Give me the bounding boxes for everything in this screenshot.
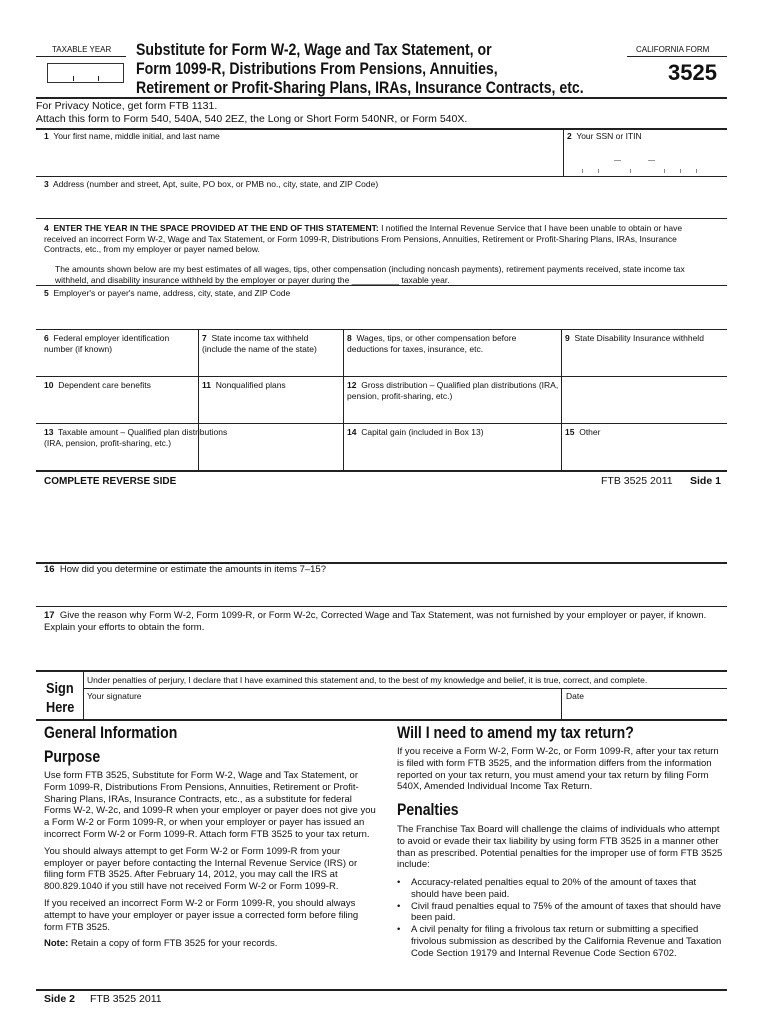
penalty-item: • Civil fraud penalties equal to 75% of the amount of taxes that should have been paid. xyxy=(397,900,722,924)
signature-field[interactable] xyxy=(87,702,557,717)
name-field[interactable] xyxy=(40,143,560,173)
field-2-label: 2 Your SSN or ITIN xyxy=(567,131,642,141)
attach-note: Attach this form to Form 540, 540A, 540 2EZ, the Long or Short Form 540NR, or Form 540X. xyxy=(36,113,468,125)
signature-label: Your signature xyxy=(87,691,142,701)
ssn-field[interactable] xyxy=(570,143,720,173)
nonqualified-input[interactable] xyxy=(202,400,340,420)
field-3-label: 3 Address (number and street, Apt, suite, PO box, or PMB no., city, state, and ZIP Code) xyxy=(44,179,379,189)
purpose-note: Note: Retain a copy of form FTB 3525 for your records. xyxy=(44,938,278,950)
other-input[interactable] xyxy=(565,448,723,468)
footer-side-2: Side 2 xyxy=(44,993,75,1005)
state-tax-input[interactable] xyxy=(202,356,340,374)
footer-side-1: Side 1 xyxy=(690,475,721,487)
taxable-year-box[interactable] xyxy=(47,63,124,83)
sign-here-label: Sign Here xyxy=(46,680,75,716)
taxable-year-label: TAXABLE YEAR xyxy=(52,45,112,54)
address-field[interactable] xyxy=(40,191,720,216)
purpose-paragraph-1: Use form FTB 3525, Substitute for Form W-2, Wage and Tax Statement, or Form 1099-R, Distributions From Pensions, Annuities, Retirement or Profit-Sharing Plans, IRAs, Insurance Contracts, etc., as a substitute for federal Forms W-2, W-2c, and 1099-R when your employer or payer does not give you a Form W-2 or Form 1099-R, or when your employer or payer has issued an incorrect Form W-2 or Form 1099-R. Attach form FTB 3525 to your tax return. xyxy=(44,770,376,840)
fein-input[interactable] xyxy=(40,356,194,374)
field-4-text-2: The amounts shown below are my best estimates of all wages, tips, other compensation (including noncash payments), retirement payments received, state income tax withheld, and disability insurance withheld by the employer or payer during the __________ taxable year. xyxy=(55,264,685,285)
form-title: Substitute for Form W-2, Wage and Tax Statement, or Form 1099-R, Distributions From Pensions, Annuities, Retirement or Profit-Sharing Plans, IRAs, Insurance Contracts, etc. xyxy=(136,40,584,97)
field-4-text: 4 ENTER THE YEAR IN THE SPACE PROVIDED AT THE END OF THIS STATEMENT: I notified the Internal Revenue Service that I have been unable to obtain or have received an incorrect Form W-2, Wage and Tax Statement, or Form 1099-R, Distributions From Pensions, Annuities, Retirement or Profit-Sharing Plans, IRAs, Insurance Contracts, etc., from my employer or payer named below. xyxy=(44,223,683,254)
field-1-label: 1 Your first name, middle initial, and last name xyxy=(44,131,220,141)
field-15-label: 15 Other xyxy=(565,427,601,437)
capital-gain-input[interactable] xyxy=(347,448,557,468)
california-form-label: CALIFORNIA FORM xyxy=(636,45,710,54)
field-5-label: 5 Employer's or payer's name, address, city, state, and ZIP Code xyxy=(44,288,291,298)
purpose-paragraph-3: If you received an incorrect Form W-2 or Form 1099-R, you should always attempt to have your employer or payer issue a corrected form before filing form FTB 3525. xyxy=(44,897,359,933)
form-number: 3525 xyxy=(668,60,717,85)
privacy-notice: For Privacy Notice, get form FTB 1131. xyxy=(36,100,218,112)
date-label: Date xyxy=(566,691,584,701)
field-8-label: 8 Wages, tips, or other compensation before deductions for taxes, insurance, etc. xyxy=(347,333,517,354)
field-12-label: 12 Gross distribution – Qualified plan distributions (IRA, pension, profit-sharing, etc.) xyxy=(347,380,559,401)
penalties-list xyxy=(397,877,725,960)
purpose-paragraph-2: You should always attempt to get Form W-2 or Form 1099-R from your employer or payer before contacting the Internal Revenue Service (IRS) or filing form FTB 3525. After February 14, 2012, you may call the IRS at 800.829.1040 if you still have not received Form W-2 or Form 1099-R. xyxy=(44,845,358,893)
penalty-item: • Accuracy-related penalties equal to 20% of the amount of taxes that should have been paid. xyxy=(397,877,697,900)
field-14-label: 14 Capital gain (included in Box 13) xyxy=(347,427,484,437)
footer2-form-year: FTB 3525 2011 xyxy=(90,993,162,1005)
field-11-label: 11 Nonqualified plans xyxy=(202,380,286,390)
penalties-paragraph: The Franchise Tax Board will challenge the claims of individuals who attempt to avoid or evade their tax liability by using form FTB 3525 in a manner other than as prescribed. Potential penalties for the improper use of form FTB 3525 include: xyxy=(397,824,723,871)
wages-input[interactable] xyxy=(347,356,557,374)
field-10-label: 10 Dependent care benefits xyxy=(44,380,151,390)
question-16: 16 How did you determine or estimate the amounts in items 7–15? xyxy=(44,564,326,575)
date-field[interactable] xyxy=(566,702,722,717)
question-17: 17 Give the reason why Form W-2, Form 1099-R, or Form W-2c, Corrected Wage and Tax Statement, was not furnished by your employer or payer, if known. Explain your efforts to obtain the form. xyxy=(44,610,707,633)
gross-distribution-input[interactable] xyxy=(347,403,557,421)
penalty-item: • A civil penalty for filing a frivolous tax return or submitting a specified frivolous submission as described by the California Revenue and Taxation Code Section 19179 and Internal Revenue Code Section 6702. xyxy=(397,924,722,959)
complete-reverse-side: COMPLETE REVERSE SIDE xyxy=(44,476,177,487)
amend-paragraph: If you receive a Form W-2, Form W-2c, or Form 1099-R, after your tax return is filed with form FTB 3525, and the information differs from the information reported on your tax return, you must amend your tax return by filing Form 540X, Amended Individual Income Tax Return. xyxy=(397,746,719,793)
field-9-label: 9 State Disability Insurance withheld xyxy=(565,333,704,343)
question-17-answer[interactable] xyxy=(40,636,720,664)
box12-right-input[interactable] xyxy=(565,400,723,420)
amend-heading: Will I need to amend my tax return? xyxy=(397,724,634,742)
general-info-heading: General Information xyxy=(44,724,178,742)
employer-field[interactable] xyxy=(40,300,720,327)
sdi-input[interactable] xyxy=(565,356,723,374)
field-6-label: 6 Federal employer identification number (if known) xyxy=(44,333,170,354)
footer-form-year: FTB 3525 2011 xyxy=(601,475,673,487)
taxable-amount-input[interactable] xyxy=(40,448,340,468)
field-7-label: 7 State income tax withheld (include the name of the state) xyxy=(202,333,317,354)
penalties-heading: Penalties xyxy=(397,801,459,819)
dependent-care-input[interactable] xyxy=(40,400,194,420)
question-16-answer[interactable] xyxy=(40,578,720,604)
field-13-label: 13 Taxable amount – Qualified plan distributions (IRA, pension, profit-sharing, etc.) xyxy=(44,427,228,448)
perjury-statement: Under penalties of perjury, I declare that I have examined this statement and, to the best of my knowledge and belief, it is true, correct, and complete. xyxy=(87,675,648,685)
purpose-heading: Purpose xyxy=(44,748,101,766)
